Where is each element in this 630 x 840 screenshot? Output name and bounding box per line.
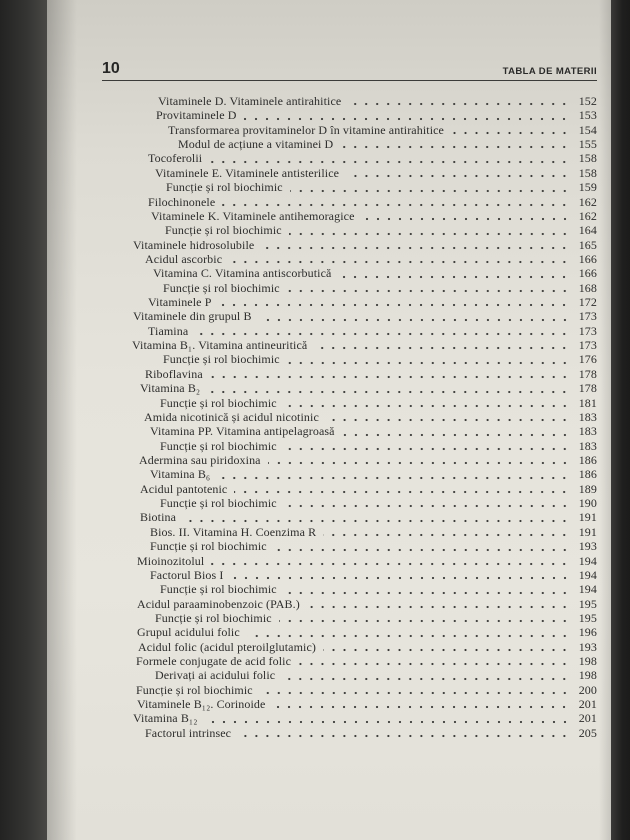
dot-leader — [272, 697, 570, 711]
entry-title: Vitamina B₆ — [150, 467, 211, 482]
toc-entry — [0, 266, 597, 280]
dot-leader — [362, 209, 571, 223]
toc-entry — [0, 482, 597, 496]
entry-page: 172 — [578, 295, 597, 310]
dot-leader — [231, 568, 571, 582]
entry-page: 189 — [578, 481, 597, 496]
entry-page: 194 — [578, 582, 597, 597]
entry-title: Formele conjugate de acid folic — [136, 654, 292, 669]
dot-leader — [238, 726, 570, 740]
entry-page: 176 — [578, 352, 597, 367]
entry-page: 153 — [578, 108, 597, 123]
entry-title: Acidul ascorbic — [145, 251, 223, 266]
dot-leader — [195, 324, 570, 338]
dot-leader — [289, 223, 570, 237]
entry-title: Funcție și rol biochimic — [163, 280, 280, 295]
dot-leader — [307, 597, 570, 611]
toc-entry — [0, 396, 597, 410]
toc-entry — [0, 453, 597, 467]
toc-entry — [0, 582, 597, 596]
toc-entry — [0, 668, 597, 682]
dot-leader — [287, 352, 570, 366]
entry-title: Funcție și rol biochimic — [136, 682, 253, 697]
entry-page: 191 — [578, 524, 597, 539]
toc-entry — [0, 381, 597, 395]
toc-entry — [0, 654, 597, 668]
toc-entry — [0, 611, 597, 625]
entry-title: Vitamina B₁₂ — [133, 711, 198, 726]
entry-title: Vitaminele K. Vitaminele antihemoragice — [151, 208, 355, 223]
entry-page: 201 — [578, 697, 597, 712]
dot-leader — [323, 525, 570, 539]
dot-leader — [259, 309, 570, 323]
toc-entry — [0, 625, 597, 639]
dot-leader — [338, 266, 570, 280]
toc-entry — [0, 195, 597, 209]
entry-page: 152 — [578, 94, 597, 108]
entry-title: Biotina — [140, 510, 177, 525]
dot-leader — [211, 554, 570, 568]
dot-leader — [326, 410, 570, 424]
toc-entry — [0, 295, 597, 309]
toc-entry — [0, 367, 597, 381]
entry-title: Tocoferolii — [148, 151, 203, 166]
entry-page: 186 — [578, 467, 597, 482]
entry-page: 166 — [578, 251, 597, 266]
toc-entry — [0, 525, 597, 539]
entry-page: 193 — [578, 539, 597, 554]
entry-title: Vitaminele hidrosolubile — [133, 237, 255, 252]
toc-entry — [0, 352, 597, 366]
running-title: TABLA DE MATERII — [502, 66, 597, 77]
toc-entry — [0, 424, 597, 438]
dot-leader — [210, 367, 570, 381]
entry-page: 183 — [578, 409, 597, 424]
toc-entry — [0, 683, 597, 697]
entry-page: 200 — [578, 682, 597, 697]
entry-title: Adermina sau piridoxina — [139, 452, 261, 467]
dot-leader — [279, 611, 570, 625]
dot-leader — [247, 625, 570, 639]
entry-title: Funcție și rol biochimic — [150, 539, 267, 554]
entry-page: 162 — [578, 194, 597, 209]
toc-entry — [0, 123, 597, 137]
toc-entry — [0, 496, 597, 510]
toc-entry — [0, 554, 597, 568]
toc-entry — [0, 467, 597, 481]
entry-page: 196 — [578, 625, 597, 640]
dot-leader — [261, 238, 570, 252]
dot-leader — [209, 151, 570, 165]
entry-page: 162 — [578, 208, 597, 223]
entry-page: 165 — [578, 237, 597, 252]
dot-leader — [260, 683, 570, 697]
entry-title: Riboflavina — [145, 366, 203, 381]
toc-entry — [0, 180, 597, 194]
toc-entry — [0, 238, 597, 252]
toc-entry — [0, 640, 597, 654]
entry-page: 164 — [578, 223, 597, 238]
toc-entry — [0, 597, 597, 611]
entry-title: Vitamina C. Vitamina antiscorbutică — [153, 266, 332, 281]
entry-page: 191 — [578, 510, 597, 525]
entry-page: 194 — [578, 553, 597, 568]
dot-leader — [342, 424, 570, 438]
entry-title: Vitaminele P — [148, 295, 212, 310]
dot-leader — [243, 108, 570, 122]
entry-page: 183 — [578, 438, 597, 453]
entry-title: Funcție și rol biochimic — [160, 438, 277, 453]
entry-title: Acidul pantotenic — [140, 481, 228, 496]
entry-title: Vitaminele din grupul B — [133, 309, 252, 324]
entry-page: 158 — [578, 165, 597, 180]
entry-title: Vitamina B₂ — [140, 381, 201, 396]
entry-title: Acidul paraaminobenzoic (PAB.) — [137, 596, 300, 611]
entry-page: 193 — [578, 639, 597, 654]
dot-leader — [290, 180, 570, 194]
dot-leader — [217, 467, 570, 481]
entry-page: 198 — [578, 654, 597, 669]
entry-title: Factorul Bios I — [150, 567, 224, 582]
entry-title: Filochinonele — [148, 194, 216, 209]
toc-entry — [0, 166, 597, 180]
toc-entry — [0, 338, 597, 352]
dot-leader — [183, 510, 570, 524]
toc-entry — [0, 209, 597, 223]
toc-entry — [0, 281, 597, 295]
toc-entry — [0, 510, 597, 524]
toc-entry — [0, 726, 597, 740]
dot-leader — [274, 539, 570, 553]
toc-entry — [0, 697, 597, 711]
entry-title: Tiamina — [148, 323, 189, 338]
dot-leader — [218, 295, 570, 309]
dot-leader — [234, 482, 570, 496]
entry-page: 205 — [578, 725, 597, 740]
entry-title: Grupul acidului folic — [137, 625, 240, 640]
entry-title: Amida nicotinică și acidul nicotinic — [144, 409, 319, 424]
entry-title: Funcție și rol biochimic — [163, 352, 280, 367]
toc-entry — [0, 309, 597, 323]
entry-title: Vitaminele B₁₂. Corinoide — [137, 697, 266, 712]
dot-leader — [207, 381, 570, 395]
entry-title: Derivați ai acidului folic — [155, 668, 276, 683]
entry-title: Funcție și rol biochimic — [155, 610, 272, 625]
toc-entry — [0, 94, 597, 108]
entry-title: Acidul folic (acidul pteroilglutamic) — [138, 639, 316, 654]
entry-page: 194 — [578, 567, 597, 582]
entry-title: Vitaminele D. Vitaminele antirahitice — [158, 94, 342, 108]
entry-title: Bios. II. Vitamina H. Coenzima R — [150, 524, 317, 539]
dot-leader — [282, 668, 570, 682]
entry-page: 201 — [578, 711, 597, 726]
dot-leader — [205, 711, 570, 725]
entry-page: 195 — [578, 596, 597, 611]
entry-page: 183 — [578, 424, 597, 439]
entry-title: Funcție și rol biochimic — [160, 496, 277, 511]
dot-leader — [314, 338, 570, 352]
entry-page: 178 — [578, 381, 597, 396]
toc-entry — [0, 439, 597, 453]
toc-entry — [0, 223, 597, 237]
entry-page: 168 — [578, 280, 597, 295]
entry-title: Vitamina B₁. Vitamina antineuritică — [132, 338, 308, 353]
toc-entry — [0, 539, 597, 553]
dot-leader — [222, 195, 570, 209]
toc-entry — [0, 324, 597, 338]
entry-title: Vitamina PP. Vitamina antipelagroasă — [150, 424, 335, 439]
entry-page: 155 — [578, 137, 597, 152]
table-of-contents — [0, 94, 597, 740]
entry-title: Funcție și rol biochimic — [165, 223, 282, 238]
entry-page: 173 — [578, 338, 597, 353]
entry-page: 159 — [578, 180, 597, 195]
entry-page: 186 — [578, 452, 597, 467]
dot-leader — [451, 123, 570, 137]
dot-leader — [287, 281, 570, 295]
page-number: 10 — [102, 60, 120, 77]
entry-page: 195 — [578, 610, 597, 625]
entry-page: 166 — [578, 266, 597, 281]
entry-page: 173 — [578, 323, 597, 338]
entry-title: Funcție și rol biochimic — [166, 180, 283, 195]
entry-page: 181 — [578, 395, 597, 410]
toc-entry — [0, 151, 597, 165]
photo-background-right — [611, 0, 630, 840]
entry-title: Vitaminele E. Vitaminele antisterilice — [155, 165, 340, 180]
toc-entry — [0, 568, 597, 582]
entry-title: Funcție și rol biochimic — [160, 582, 277, 597]
dot-leader — [284, 439, 570, 453]
dot-leader — [284, 496, 570, 510]
header-rule — [102, 80, 597, 81]
entry-title: Mioinozitolul — [137, 553, 205, 568]
entry-page: 178 — [578, 366, 597, 381]
toc-entry — [0, 252, 597, 266]
dot-leader — [284, 396, 570, 410]
entry-title: Modul de acțiune a vitaminei D — [178, 137, 334, 152]
toc-entry — [0, 108, 597, 122]
entry-page: 158 — [578, 151, 597, 166]
entry-title: Factorul intrinsec — [145, 725, 232, 740]
entry-title: Provitaminele D — [156, 108, 237, 123]
entry-page: 190 — [578, 496, 597, 511]
dot-leader — [346, 166, 570, 180]
entry-page: 154 — [578, 122, 597, 137]
toc-entry — [0, 137, 597, 151]
toc-entry — [0, 711, 597, 725]
entry-title: Transformarea provitaminelor D în vitamine antirahitice — [168, 122, 444, 137]
toc-entry — [0, 410, 597, 424]
entry-page: 173 — [578, 309, 597, 324]
entry-title: Funcție și rol biochimic — [160, 395, 277, 410]
dot-leader — [323, 640, 570, 654]
dot-leader — [340, 137, 570, 151]
dot-leader — [348, 94, 570, 108]
entry-page: 198 — [578, 668, 597, 683]
dot-leader — [284, 582, 570, 596]
dot-leader — [298, 654, 570, 668]
dot-leader — [268, 453, 570, 467]
dot-leader — [229, 252, 570, 266]
